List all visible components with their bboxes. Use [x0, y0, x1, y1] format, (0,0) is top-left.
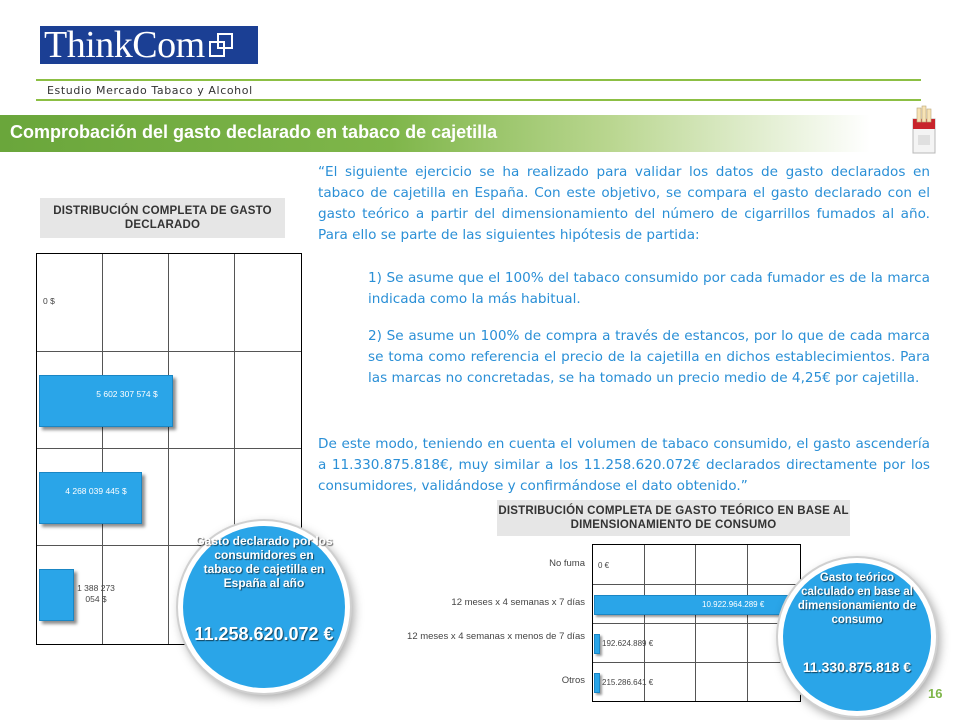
- intro-paragraph: “El siguiente ejercicio se ha realizado para validar los datos de gasto declarados en tabaco de cajetilla en España. Con este objetivo, se compara el gasto declarado con el gasto teórico a partir del dimensionamiento del número de cigarrillos fumados al año. Para ello se parte de las siguientes hipótesis de partida:: [318, 164, 930, 243]
- theoretical-category-label: 12 meses x 4 semanas x 7 días: [451, 597, 585, 608]
- theoretical-chart-title: DISTRIBUCIÓN COMPLETA DE GASTO TEÓRICO EN BASE AL DIMENSIONAMIENTO DE CONSUMO: [497, 500, 850, 536]
- theoretical-bar-label: 0 €: [598, 561, 610, 570]
- grid-line: [37, 351, 301, 352]
- declared-bar: [39, 569, 74, 621]
- header-rule-bottom: [36, 99, 921, 101]
- theoretical-circle-value: 11.330.875.818 €: [802, 659, 912, 675]
- conclusion-paragraph: De este modo, teniendo en cuenta el volumen de tabaco consumido, el gasto ascendería a 11.330.875.818€, muy similar a los 11.258.620.072€ declarados directamente por los consumidores, validándose y confirmándose el dato obtenido.”: [318, 436, 930, 494]
- declared-circle-label: Gasto declarado por los consumidores en tabaco de cajetilla en España al año: [195, 534, 333, 590]
- theoretical-bar-label: 192.624.889 €: [602, 639, 654, 648]
- declared-total-circle: [183, 526, 345, 688]
- declared-bar-label: 0 $: [43, 296, 55, 306]
- cigarette-pack-icon: [909, 105, 939, 155]
- grid-line: [37, 448, 301, 449]
- theoretical-bar: [594, 673, 600, 693]
- theoretical-category-label: No fuma: [549, 558, 585, 569]
- theoretical-total-circle: [783, 563, 931, 711]
- hypothesis-2: 2) Se asume un 100% de compra a través de estancos, por lo que de cada marca se toma como referencia el precio de la cajetilla en dichos establecimientos. Para las marcas no concretadas, se ha tomado un precio medio de 4,25€ por cajetilla.: [368, 328, 930, 386]
- hypothesis-1: 1) Se asume que el 100% del tabaco consumido por cada fumador es de la marca indicada como la más habitual.: [368, 270, 930, 307]
- page-number: 16: [928, 686, 943, 701]
- logo-squares-icon: [207, 31, 233, 59]
- grid-line: [593, 662, 800, 663]
- study-subtitle: Estudio Mercado Tabaco y Alcohol: [47, 84, 253, 97]
- theoretical-bar: [594, 634, 600, 654]
- declared-bar: [39, 472, 142, 524]
- header-rule-top: [36, 79, 921, 81]
- slide-title: Comprobación del gasto declarado en tabaco de cajetilla: [10, 122, 498, 142]
- declared-bar-label: 5 602 307 574 $: [96, 389, 158, 399]
- grid-line: [168, 254, 169, 644]
- theoretical-bar-label: 10.922.964.289 €: [702, 600, 765, 609]
- grid-line: [593, 623, 800, 624]
- declared-chart-title: DISTRIBUCIÓN COMPLETA DE GASTO DECLARADO: [40, 198, 285, 238]
- theoretical-category-label: 12 meses x 4 semanas x menos de 7 días: [407, 631, 585, 642]
- theoretical-category-labels: [380, 544, 585, 700]
- theoretical-spend-chart: [592, 544, 801, 702]
- thinkcom-logo: [40, 26, 258, 64]
- theoretical-bar-label: 215.286.641 €: [602, 678, 654, 687]
- logo-text: ThinkCom: [44, 24, 205, 66]
- declared-bar-label: 4 268 039 445 $: [65, 486, 127, 496]
- declared-bar-label: 1 388 273 054 $: [77, 583, 115, 604]
- declared-bar: [39, 375, 173, 427]
- theoretical-category-label: Otros: [561, 675, 585, 686]
- theoretical-circle-label: Gasto teórico calculado en base al dimensionamiento de consumo: [797, 572, 917, 626]
- grid-line: [593, 584, 800, 585]
- declared-circle-value: 11.258.620.072 €: [194, 624, 334, 644]
